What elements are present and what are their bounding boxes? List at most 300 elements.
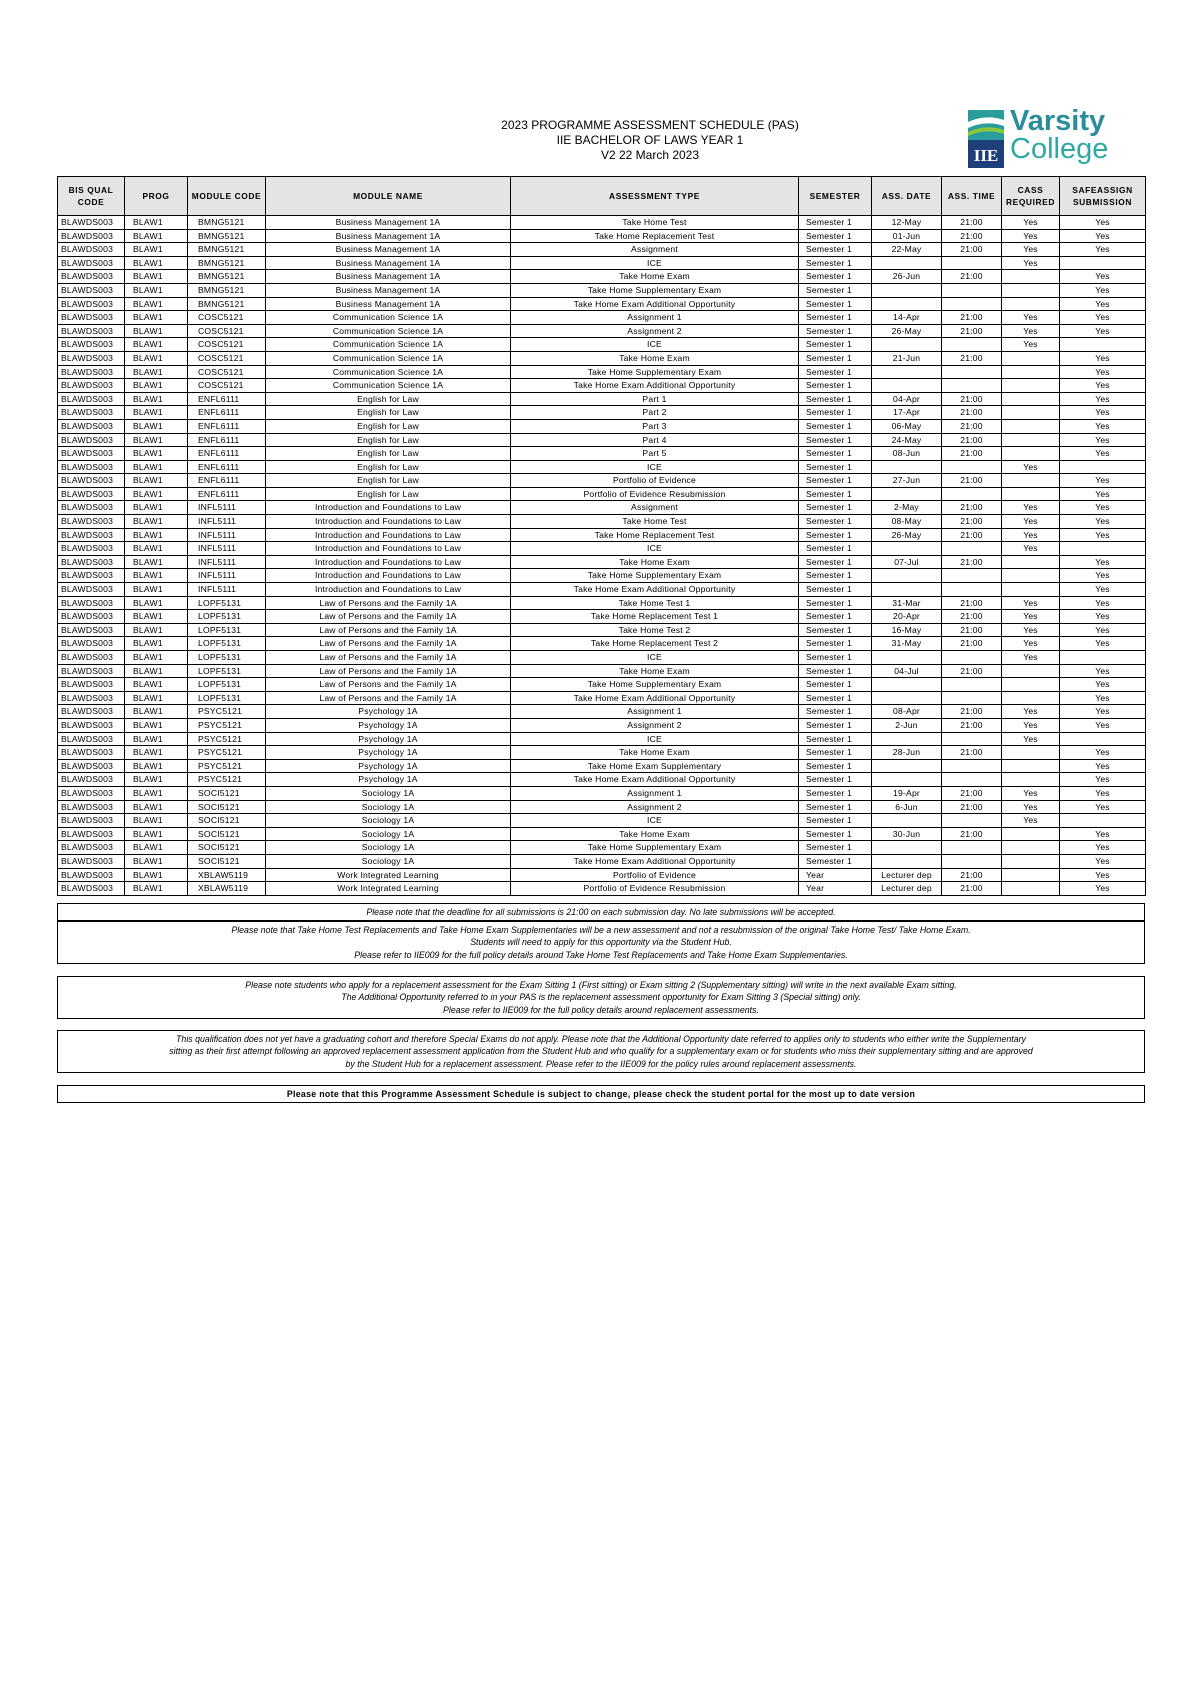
cell-ass-time: 21:00 <box>942 596 1002 610</box>
col-module-name-header: MODULE NAME <box>266 177 511 216</box>
note-replacements <box>57 921 1145 964</box>
cell-assessment-type: Assignment 2 <box>511 718 799 732</box>
cell-module-name: Law of Persons and the Family 1A <box>266 623 511 637</box>
cell-safeassign-submission: Yes <box>1060 501 1146 515</box>
cell-safeassign-submission: Yes <box>1060 759 1146 773</box>
table-row <box>58 324 1146 338</box>
cell-safeassign-submission: Yes <box>1060 433 1146 447</box>
cell-ass-date <box>872 583 942 597</box>
cell-bis-qual-code: BLAWDS003 <box>58 841 125 855</box>
cell-ass-date <box>872 569 942 583</box>
cell-ass-date <box>872 542 942 556</box>
cell-module-name: Law of Persons and the Family 1A <box>266 691 511 705</box>
cell-assessment-type: Take Home Exam <box>511 270 799 284</box>
cell-safeassign-submission: Yes <box>1060 379 1146 393</box>
cell-module-name: Introduction and Foundations to Law <box>266 569 511 583</box>
table-row <box>58 419 1146 433</box>
cell-module-name: Business Management 1A <box>266 297 511 311</box>
cell-cass-required: Yes <box>1002 651 1060 665</box>
document-title: 2023 PROGRAMME ASSESSMENT SCHEDULE (PAS) <box>501 118 799 132</box>
cell-bis-qual-code: BLAWDS003 <box>58 229 125 243</box>
cell-safeassign-submission: Yes <box>1060 270 1146 284</box>
note-change-text: Please note that this Programme Assessment Schedule is subject to change, please check the student portal for the most up to date version <box>286 1089 916 1099</box>
cell-safeassign-submission <box>1060 651 1146 665</box>
cell-module-code: COSC5121 <box>188 311 266 325</box>
table-row <box>58 311 1146 325</box>
table-row <box>58 664 1146 678</box>
note-cohort-line-3: by the Student Hub for a replacement assessment. Please refer to the IIE009 for the policy rules around replacement assessments. <box>345 1058 857 1069</box>
cell-bis-qual-code: BLAWDS003 <box>58 379 125 393</box>
cell-cass-required <box>1002 474 1060 488</box>
cell-semester: Semester 1 <box>799 854 872 868</box>
table-row <box>58 583 1146 597</box>
cell-ass-date <box>872 773 942 787</box>
cell-cass-required <box>1002 297 1060 311</box>
cell-ass-time: 21:00 <box>942 229 1002 243</box>
cell-ass-date: 30-Jun <box>872 827 942 841</box>
cell-module-name: English for Law <box>266 460 511 474</box>
col-ass-date-header: ASS. DATE <box>872 177 942 216</box>
cell-cass-required <box>1002 406 1060 420</box>
cell-assessment-type: Assignment <box>511 501 799 515</box>
cell-safeassign-submission <box>1060 338 1146 352</box>
cell-semester: Semester 1 <box>799 419 872 433</box>
cell-ass-time <box>942 365 1002 379</box>
cell-ass-date <box>872 460 942 474</box>
cell-ass-date: 26-Jun <box>872 270 942 284</box>
cell-module-code: ENFL6111 <box>188 447 266 461</box>
cell-bis-qual-code: BLAWDS003 <box>58 528 125 542</box>
cell-semester: Semester 1 <box>799 569 872 583</box>
cell-ass-time <box>942 297 1002 311</box>
cell-cass-required <box>1002 447 1060 461</box>
cell-bis-qual-code: BLAWDS003 <box>58 297 125 311</box>
cell-safeassign-submission: Yes <box>1060 365 1146 379</box>
cell-ass-date: 27-Jun <box>872 474 942 488</box>
table-row <box>58 637 1146 651</box>
cell-prog: BLAW1 <box>125 854 188 868</box>
cell-bis-qual-code: BLAWDS003 <box>58 487 125 501</box>
table-row <box>58 882 1146 896</box>
cell-ass-date: 06-May <box>872 419 942 433</box>
cell-assessment-type: Take Home Exam Supplementary <box>511 759 799 773</box>
cell-prog: BLAW1 <box>125 216 188 230</box>
cell-cass-required: Yes <box>1002 460 1060 474</box>
cell-safeassign-submission <box>1060 460 1146 474</box>
cell-module-code: INFL5111 <box>188 542 266 556</box>
cell-cass-required <box>1002 868 1060 882</box>
cell-semester: Semester 1 <box>799 746 872 760</box>
cell-semester: Semester 1 <box>799 637 872 651</box>
cell-semester: Semester 1 <box>799 651 872 665</box>
cell-module-code: LOPF5131 <box>188 664 266 678</box>
cell-module-code: PSYC5121 <box>188 746 266 760</box>
cell-bis-qual-code: BLAWDS003 <box>58 515 125 529</box>
cell-ass-date: 08-Apr <box>872 705 942 719</box>
cell-ass-date: 20-Apr <box>872 610 942 624</box>
cell-cass-required: Yes <box>1002 338 1060 352</box>
cell-cass-required: Yes <box>1002 800 1060 814</box>
cell-semester: Semester 1 <box>799 691 872 705</box>
cell-module-code: SOCI5121 <box>188 814 266 828</box>
cell-ass-date <box>872 732 942 746</box>
cell-assessment-type: Take Home Exam Additional Opportunity <box>511 691 799 705</box>
cell-assessment-type: Part 1 <box>511 392 799 406</box>
cell-assessment-type: Take Home Supplementary Exam <box>511 841 799 855</box>
cell-assessment-type: Take Home Supplementary Exam <box>511 365 799 379</box>
cell-assessment-type: Take Home Supplementary Exam <box>511 283 799 297</box>
cell-bis-qual-code: BLAWDS003 <box>58 691 125 705</box>
cell-bis-qual-code: BLAWDS003 <box>58 216 125 230</box>
cell-module-name: Introduction and Foundations to Law <box>266 515 511 529</box>
cell-module-name: Sociology 1A <box>266 827 511 841</box>
cell-bis-qual-code: BLAWDS003 <box>58 868 125 882</box>
cell-module-name: Business Management 1A <box>266 283 511 297</box>
cell-bis-qual-code: BLAWDS003 <box>58 569 125 583</box>
assessment-schedule-table <box>57 176 1146 896</box>
cell-module-code: ENFL6111 <box>188 487 266 501</box>
cell-bis-qual-code: BLAWDS003 <box>58 311 125 325</box>
cell-prog: BLAW1 <box>125 637 188 651</box>
cell-module-code: LOPF5131 <box>188 610 266 624</box>
cell-semester: Semester 1 <box>799 433 872 447</box>
cell-ass-date <box>872 379 942 393</box>
cell-cass-required <box>1002 841 1060 855</box>
cell-assessment-type: ICE <box>511 338 799 352</box>
cell-safeassign-submission <box>1060 732 1146 746</box>
table-body <box>58 216 1146 896</box>
cell-module-code: XBLAW5119 <box>188 882 266 896</box>
table-row <box>58 365 1146 379</box>
table-row <box>58 406 1146 420</box>
cell-safeassign-submission: Yes <box>1060 827 1146 841</box>
table-row <box>58 243 1146 257</box>
cell-cass-required <box>1002 746 1060 760</box>
cell-ass-time: 21:00 <box>942 800 1002 814</box>
cell-semester: Semester 1 <box>799 610 872 624</box>
cell-cass-required <box>1002 583 1060 597</box>
cell-ass-date: 26-May <box>872 324 942 338</box>
cell-prog: BLAW1 <box>125 596 188 610</box>
cell-safeassign-submission: Yes <box>1060 392 1146 406</box>
cell-module-code: ENFL6111 <box>188 392 266 406</box>
note-deadline-text: Please note that the deadline for all submissions is 21:00 on each submission day. No late submissions will be accepted. <box>366 907 836 917</box>
cell-module-code: SOCI5121 <box>188 800 266 814</box>
cell-module-code: BMNG5121 <box>188 243 266 257</box>
cell-ass-time: 21:00 <box>942 243 1002 257</box>
cell-assessment-type: Take Home Exam <box>511 664 799 678</box>
cell-cass-required <box>1002 773 1060 787</box>
cell-module-name: Business Management 1A <box>266 243 511 257</box>
cell-bis-qual-code: BLAWDS003 <box>58 786 125 800</box>
cell-bis-qual-code: BLAWDS003 <box>58 583 125 597</box>
cell-assessment-type: Take Home Test 2 <box>511 623 799 637</box>
cell-cass-required <box>1002 854 1060 868</box>
cell-cass-required: Yes <box>1002 324 1060 338</box>
table-row <box>58 297 1146 311</box>
cell-ass-date: 07-Jul <box>872 555 942 569</box>
cell-semester: Year <box>799 868 872 882</box>
table-row <box>58 501 1146 515</box>
cell-assessment-type: Take Home Exam Additional Opportunity <box>511 583 799 597</box>
cell-bis-qual-code: BLAWDS003 <box>58 678 125 692</box>
cell-prog: BLAW1 <box>125 827 188 841</box>
cell-semester: Semester 1 <box>799 216 872 230</box>
cell-module-name: Sociology 1A <box>266 841 511 855</box>
cell-bis-qual-code: BLAWDS003 <box>58 623 125 637</box>
cell-module-name: English for Law <box>266 406 511 420</box>
cell-assessment-type: Take Home Exam <box>511 746 799 760</box>
cell-module-name: English for Law <box>266 392 511 406</box>
cell-semester: Year <box>799 882 872 896</box>
cell-ass-time: 21:00 <box>942 351 1002 365</box>
cell-semester: Semester 1 <box>799 243 872 257</box>
cell-safeassign-submission: Yes <box>1060 841 1146 855</box>
cell-ass-date <box>872 759 942 773</box>
cell-module-code: SOCI5121 <box>188 841 266 855</box>
cell-module-code: INFL5111 <box>188 501 266 515</box>
cell-assessment-type: ICE <box>511 256 799 270</box>
cell-prog: BLAW1 <box>125 324 188 338</box>
cell-ass-date: 6-Jun <box>872 800 942 814</box>
cell-ass-time: 21:00 <box>942 623 1002 637</box>
cell-safeassign-submission: Yes <box>1060 691 1146 705</box>
cell-prog: BLAW1 <box>125 800 188 814</box>
cell-module-name: Communication Science 1A <box>266 365 511 379</box>
table-row <box>58 515 1146 529</box>
cell-ass-time <box>942 256 1002 270</box>
cell-semester: Semester 1 <box>799 392 872 406</box>
cell-cass-required: Yes <box>1002 515 1060 529</box>
cell-module-code: ENFL6111 <box>188 474 266 488</box>
cell-bis-qual-code: BLAWDS003 <box>58 651 125 665</box>
cell-module-name: Sociology 1A <box>266 786 511 800</box>
cell-ass-time: 21:00 <box>942 555 1002 569</box>
cell-module-name: Business Management 1A <box>266 229 511 243</box>
cell-ass-time: 21:00 <box>942 827 1002 841</box>
cell-bis-qual-code: BLAWDS003 <box>58 419 125 433</box>
cell-prog: BLAW1 <box>125 664 188 678</box>
cell-semester: Semester 1 <box>799 555 872 569</box>
cell-ass-date <box>872 678 942 692</box>
cell-semester: Semester 1 <box>799 447 872 461</box>
cell-bis-qual-code: BLAWDS003 <box>58 324 125 338</box>
col-safeassign-submission-header: SAFEASSIGN SUBMISSION <box>1060 177 1146 216</box>
cell-module-code: SOCI5121 <box>188 827 266 841</box>
cell-ass-time <box>942 569 1002 583</box>
table-row <box>58 528 1146 542</box>
note-deadline <box>57 903 1145 921</box>
cell-ass-time: 21:00 <box>942 501 1002 515</box>
table-row <box>58 678 1146 692</box>
cell-module-code: SOCI5121 <box>188 854 266 868</box>
cell-prog: BLAW1 <box>125 474 188 488</box>
cell-semester: Semester 1 <box>799 542 872 556</box>
table-row <box>58 392 1146 406</box>
cell-cass-required: Yes <box>1002 705 1060 719</box>
cell-module-code: BMNG5121 <box>188 270 266 284</box>
note-replacement-line-2: Students will need to apply for this opportunity via the Student Hub. <box>470 937 732 948</box>
cell-assessment-type: Take Home Exam Additional Opportunity <box>511 297 799 311</box>
cell-prog: BLAW1 <box>125 868 188 882</box>
cell-safeassign-submission: Yes <box>1060 515 1146 529</box>
cell-cass-required: Yes <box>1002 814 1060 828</box>
cell-assessment-type: Take Home Replacement Test 1 <box>511 610 799 624</box>
cell-ass-time: 21:00 <box>942 705 1002 719</box>
cell-module-name: Work Integrated Learning <box>266 882 511 896</box>
cell-ass-time <box>942 678 1002 692</box>
cell-module-name: Psychology 1A <box>266 705 511 719</box>
cell-assessment-type: ICE <box>511 542 799 556</box>
cell-ass-date: 14-Apr <box>872 311 942 325</box>
cell-cass-required <box>1002 351 1060 365</box>
cell-ass-time: 21:00 <box>942 718 1002 732</box>
cell-cass-required: Yes <box>1002 216 1060 230</box>
cell-ass-time: 21:00 <box>942 216 1002 230</box>
cell-ass-date: 01-Jun <box>872 229 942 243</box>
cell-bis-qual-code: BLAWDS003 <box>58 610 125 624</box>
cell-semester: Semester 1 <box>799 283 872 297</box>
cell-assessment-type: Part 5 <box>511 447 799 461</box>
cell-assessment-type: ICE <box>511 814 799 828</box>
cell-module-code: INFL5111 <box>188 528 266 542</box>
note-sitting-line-1: Please note students who apply for a replacement assessment for the Exam Sitting 1 (First sitting) or Exam sitting 2 (Supplementary sitting) will write in the next available Exam sitting. <box>245 980 957 990</box>
cell-module-name: Law of Persons and the Family 1A <box>266 678 511 692</box>
cell-bis-qual-code: BLAWDS003 <box>58 773 125 787</box>
cell-bis-qual-code: BLAWDS003 <box>58 542 125 556</box>
cell-prog: BLAW1 <box>125 678 188 692</box>
cell-ass-time <box>942 460 1002 474</box>
cell-safeassign-submission: Yes <box>1060 243 1146 257</box>
cell-prog: BLAW1 <box>125 487 188 501</box>
cell-cass-required: Yes <box>1002 229 1060 243</box>
cell-module-code: PSYC5121 <box>188 732 266 746</box>
cell-ass-time: 21:00 <box>942 664 1002 678</box>
cell-semester: Semester 1 <box>799 800 872 814</box>
table-row <box>58 351 1146 365</box>
cell-ass-time: 21:00 <box>942 746 1002 760</box>
cell-ass-date: 24-May <box>872 433 942 447</box>
iie-badge-text: IIE <box>973 146 999 165</box>
logo-word-varsity: Varsity <box>1010 105 1106 137</box>
cell-ass-date <box>872 283 942 297</box>
cell-module-code: ENFL6111 <box>188 460 266 474</box>
cell-prog: BLAW1 <box>125 732 188 746</box>
cell-module-name: Work Integrated Learning <box>266 868 511 882</box>
table-row <box>58 596 1146 610</box>
cell-ass-date <box>872 651 942 665</box>
cell-bis-qual-code: BLAWDS003 <box>58 256 125 270</box>
note-cohort-line-1: This qualification does not yet have a graduating cohort and therefore Special Exams do not apply. Please note that the Additional Opportunity date referred to applies only to students who either write the Supplementary <box>176 1034 1026 1044</box>
cell-ass-date <box>872 365 942 379</box>
table-row <box>58 651 1146 665</box>
cell-cass-required: Yes <box>1002 243 1060 257</box>
cell-assessment-type: Assignment <box>511 243 799 257</box>
cell-safeassign-submission: Yes <box>1060 447 1146 461</box>
cell-assessment-type: ICE <box>511 732 799 746</box>
table-row <box>58 569 1146 583</box>
cell-semester: Semester 1 <box>799 460 872 474</box>
cell-cass-required <box>1002 664 1060 678</box>
table-row <box>58 447 1146 461</box>
cell-safeassign-submission: Yes <box>1060 419 1146 433</box>
cell-bis-qual-code: BLAWDS003 <box>58 555 125 569</box>
table-row <box>58 800 1146 814</box>
cell-module-name: Introduction and Foundations to Law <box>266 583 511 597</box>
cell-bis-qual-code: BLAWDS003 <box>58 746 125 760</box>
table-row <box>58 229 1146 243</box>
cell-assessment-type: Take Home Exam <box>511 827 799 841</box>
cell-cass-required: Yes <box>1002 718 1060 732</box>
cell-safeassign-submission: Yes <box>1060 800 1146 814</box>
cell-assessment-type: Take Home Exam Additional Opportunity <box>511 854 799 868</box>
cell-cass-required <box>1002 691 1060 705</box>
table-row <box>58 814 1146 828</box>
cell-semester: Semester 1 <box>799 759 872 773</box>
cell-prog: BLAW1 <box>125 229 188 243</box>
cell-module-code: INFL5111 <box>188 555 266 569</box>
cell-semester: Semester 1 <box>799 487 872 501</box>
table-row <box>58 216 1146 230</box>
cell-bis-qual-code: BLAWDS003 <box>58 854 125 868</box>
table-row <box>58 283 1146 297</box>
cell-semester: Semester 1 <box>799 297 872 311</box>
table-row <box>58 379 1146 393</box>
cell-cass-required: Yes <box>1002 528 1060 542</box>
cell-assessment-type: ICE <box>511 460 799 474</box>
cell-cass-required: Yes <box>1002 623 1060 637</box>
cell-ass-time: 21:00 <box>942 324 1002 338</box>
cell-module-name: Communication Science 1A <box>266 311 511 325</box>
cell-module-name: Introduction and Foundations to Law <box>266 528 511 542</box>
cell-bis-qual-code: BLAWDS003 <box>58 827 125 841</box>
iie-logo-icon <box>968 110 1004 168</box>
cell-assessment-type: Take Home Test 1 <box>511 596 799 610</box>
cell-safeassign-submission: Yes <box>1060 637 1146 651</box>
cell-bis-qual-code: BLAWDS003 <box>58 283 125 297</box>
cell-prog: BLAW1 <box>125 338 188 352</box>
cell-ass-date: 08-May <box>872 515 942 529</box>
cell-semester: Semester 1 <box>799 256 872 270</box>
cell-ass-time: 21:00 <box>942 419 1002 433</box>
table-row <box>58 555 1146 569</box>
cell-assessment-type: Assignment 2 <box>511 324 799 338</box>
cell-ass-date: 21-Jun <box>872 351 942 365</box>
cell-assessment-type: Portfolio of Evidence <box>511 474 799 488</box>
cell-module-name: Introduction and Foundations to Law <box>266 555 511 569</box>
cell-assessment-type: Take Home Supplementary Exam <box>511 678 799 692</box>
col-ass-time-header: ASS. TIME <box>942 177 1002 216</box>
cell-bis-qual-code: BLAWDS003 <box>58 814 125 828</box>
cell-prog: BLAW1 <box>125 365 188 379</box>
cell-module-name: English for Law <box>266 447 511 461</box>
table-row <box>58 338 1146 352</box>
cell-ass-time: 21:00 <box>942 270 1002 284</box>
cell-semester: Semester 1 <box>799 732 872 746</box>
table-row <box>58 841 1146 855</box>
cell-assessment-type: Portfolio of Evidence Resubmission <box>511 487 799 501</box>
cell-safeassign-submission: Yes <box>1060 487 1146 501</box>
cell-prog: BLAW1 <box>125 773 188 787</box>
cell-prog: BLAW1 <box>125 419 188 433</box>
note-graduating-cohort <box>57 1030 1145 1073</box>
note-exam-sittings <box>57 976 1145 1019</box>
cell-module-code: PSYC5121 <box>188 773 266 787</box>
cell-ass-time <box>942 283 1002 297</box>
table-row <box>58 691 1146 705</box>
cell-prog: BLAW1 <box>125 256 188 270</box>
cell-prog: BLAW1 <box>125 651 188 665</box>
